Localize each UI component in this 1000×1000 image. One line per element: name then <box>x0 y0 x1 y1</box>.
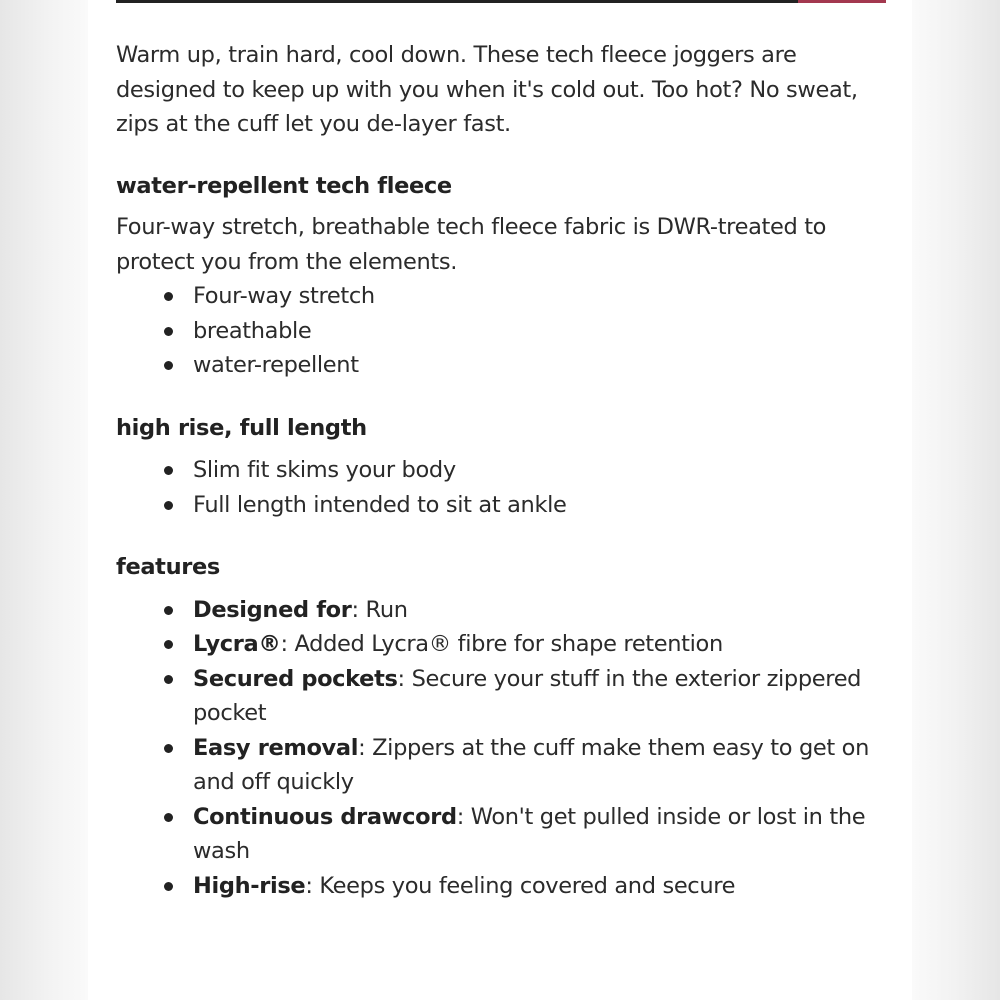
feature-text: : Run <box>351 596 408 623</box>
top-divider-accent <box>798 0 886 3</box>
bullet-icon <box>164 606 173 615</box>
feature-item <box>116 627 886 662</box>
list-item-text: Four-way stretch <box>193 283 375 309</box>
feature-item <box>116 593 886 628</box>
list-item-text: Slim fit skims your body <box>193 457 456 483</box>
list-item <box>116 453 886 488</box>
feature-item <box>116 869 886 904</box>
feature-term: Designed for <box>193 596 352 623</box>
fabric-heading: water-repellent tech fleece <box>116 172 452 199</box>
feature-term: Lycra® <box>193 631 281 657</box>
bullet-icon <box>164 675 173 684</box>
features-heading: features <box>116 554 220 580</box>
bullet-icon <box>164 292 173 301</box>
feature-item <box>116 662 886 731</box>
bullet-icon <box>164 640 173 649</box>
bullet-icon <box>164 882 173 891</box>
list-item <box>116 488 886 523</box>
feature-term: Secured pockets <box>193 665 398 692</box>
top-divider <box>116 0 886 3</box>
feature-term: Easy removal <box>193 734 359 761</box>
bullet-icon <box>164 813 173 822</box>
feature-text: : Zippers at the cuff make them easy to get on and off quickly <box>193 734 869 795</box>
fabric-bullet-list <box>116 279 886 383</box>
fit-bullet-list <box>116 453 886 522</box>
list-item-text: water-repellent <box>193 352 359 378</box>
list-item <box>116 279 886 314</box>
bullet-icon <box>164 466 173 475</box>
bullet-icon <box>164 327 173 336</box>
fabric-description: Four-way stretch, breathable tech fleece fabric is DWR-treated to protect you from the elements. <box>116 214 827 275</box>
feature-item <box>116 800 886 869</box>
description-content <box>116 38 886 903</box>
feature-text: : Keeps you feeling covered and secure <box>305 872 736 899</box>
feature-text: : Added Lycra® fibre for shape retention <box>280 631 723 657</box>
list-item <box>116 348 886 383</box>
feature-term: Continuous drawcord <box>193 803 457 830</box>
list-item-text: Full length intended to sit at ankle <box>193 491 567 518</box>
feature-text: : Secure your stuff in the exterior zippered pocket <box>193 665 862 726</box>
fit-heading: high rise, full length <box>116 414 367 441</box>
feature-item <box>116 731 886 800</box>
bullet-icon <box>164 501 173 510</box>
intro-paragraph: Warm up, train hard, cool down. These tech fleece joggers are designed to keep up with you when it's cold out. Too hot? No sweat, zips at the cuff let you de-layer fast. <box>116 42 858 137</box>
feature-text: : Won't get pulled inside or lost in the wash <box>193 803 866 864</box>
product-description-page <box>88 0 912 1000</box>
bullet-icon <box>164 361 173 370</box>
features-bullet-list <box>116 593 886 904</box>
list-item-text: breathable <box>193 317 312 344</box>
feature-term: High-rise <box>193 872 306 899</box>
bullet-icon <box>164 744 173 753</box>
list-item <box>116 314 886 349</box>
